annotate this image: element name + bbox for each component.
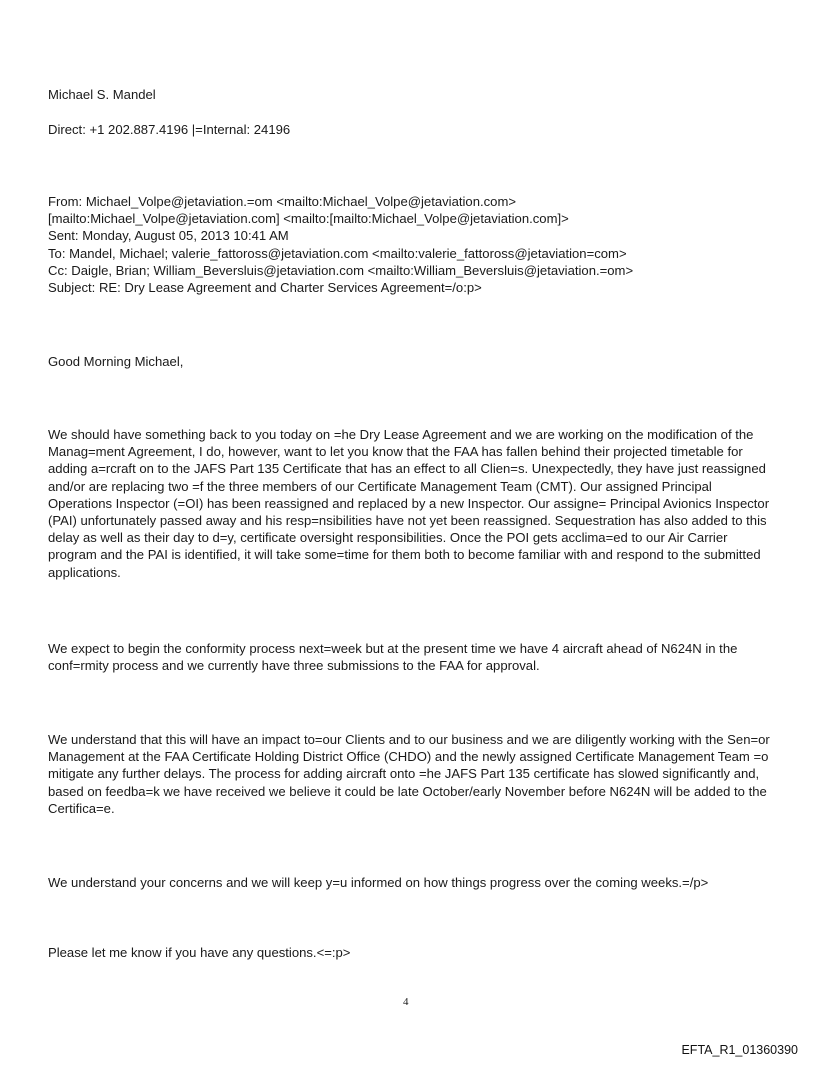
header-cc: Cc: Daigle, Brian; William_Beversluis@jetaviation.com <mailto:William_Beversluis@jetaviation.=om> — [48, 262, 634, 278]
closing-line: Please let me know if you have any questions.<=:p> — [48, 945, 351, 960]
greeting: Good Morning Michael, — [48, 354, 184, 369]
header-subject: Subject: RE: Dry Lease Agreement and Charter Services Agreement=/o:p> — [48, 280, 482, 296]
header-from-line-1: From: Michael_Volpe@jetaviation.=om <mailto:Michael_Volpe@jetaviation.com> — [48, 194, 517, 209]
email-header — [48, 193, 633, 296]
bates-number: EFTA_R1_01360390 — [681, 1043, 798, 1057]
header-sent: Sent: Monday, August 05, 2013 10:41 AM — [48, 228, 289, 244]
signature-name: Michael S. Mandel — [48, 87, 156, 102]
header-from-line-2: [mailto:Michael_Volpe@jetaviation.com] <mailto:[mailto:Michael_Volpe@jetaviation.com]> — [48, 211, 569, 227]
paragraph-2: We expect to begin the conformity process next=week but at the present time we have 4 aircraft ahead of N624N in the conf=rmity process and we currently have three submissions to the FAA for approval. — [48, 641, 738, 674]
page-number: 4 — [403, 996, 409, 1008]
paragraph-3: We understand that this will have an impact to=our Clients and to our business and we are diligently working with the Sen=or Management at the FAA Certificate Holding District Office (CHDO) and the newly assigned Certificate Management Team =o mitigate any further delays. The process for adding aircraft onto =he JAFS Part 135 certificate has slowed significantly and, based on feedba=k we have received we believe it could be late October/early November before N624N will be added to the Certifica=e. — [48, 732, 770, 816]
paragraph-4: We understand your concerns and we will keep y=u informed on how things progress over the coming weeks.=/p> — [48, 875, 709, 890]
paragraph-1: We should have something back to you today on =he Dry Lease Agreement and we are working on the modification of the Manag=ment Agreement, I do, however, want to let you know that the FAA has fallen behind their projected timetable for adding a=rcraft on to the JAFS Part 135 Certificate that has an effect to all Clien=s. Unexpectedly, they have just reassigned and/or are replacing two =f the three members of our Certificate Management Team (CMT). Our assigned Principal Operations Inspector (=OI) has been reassigned and replaced by a new Inspector. Our assigne= Principal Avionics Inspector (PAI) unfortunately passed away and his resp=nsibilities have not yet been reassigned. Sequestration has also added to this delay as well as their day to d=y, certificate oversight responsibilities. Once the POI gets acclima=ed to our Air Carrier program and the PAI is identified, it will take some=time for them both to become familiar with and respond to the submitted applications. — [48, 427, 770, 580]
signature-phone: Direct: +1 202.887.4196 |=Internal: 24196 — [48, 122, 291, 137]
header-to: To: Mandel, Michael; valerie_fattoross@jetaviation.com <mailto:valerie_fattoross@jetaviation=com> — [48, 245, 627, 261]
